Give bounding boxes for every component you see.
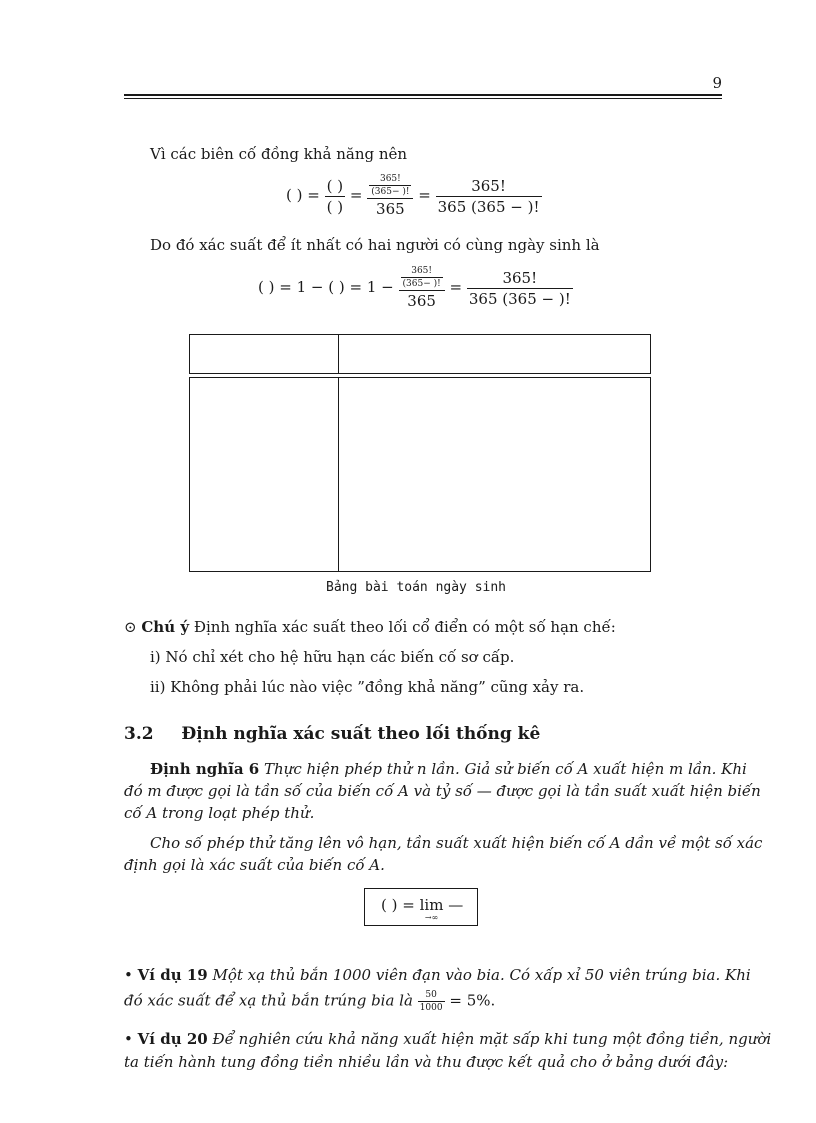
bullet-icon: •	[124, 966, 133, 984]
eq2-frac2-denominator: 365 (365 − )!	[468, 289, 571, 308]
limit-operator: lim	[419, 896, 444, 914]
eq1-equals-2: =	[349, 186, 363, 204]
eq1-equals: =	[307, 186, 320, 204]
note-paragraph	[124, 618, 616, 636]
limit-lhs: ( ) =	[381, 896, 415, 914]
definition-line-1	[150, 760, 747, 778]
eq2-lhs: ( ) = 1 −	[258, 278, 324, 296]
eq1-frac2-inner	[369, 174, 411, 197]
eq1-frac1-numerator: ( )	[326, 176, 344, 195]
table-body-cell-2	[338, 377, 651, 572]
limit-subscript: →∞	[424, 913, 439, 922]
note-item-2: ii) Không phải lúc nào việc ”đồng khả năng” cũng xảy ra.	[150, 678, 585, 696]
eq1-lhs: ( )	[286, 186, 303, 204]
note-text: Định nghĩa xác suất theo lối cổ điển có một số hạn chế:	[193, 618, 616, 636]
header-rule	[124, 94, 722, 96]
section-heading	[124, 724, 540, 744]
page-number: 9	[712, 74, 722, 92]
eq2-frac1-denominator: 365	[407, 292, 436, 310]
example-19-text-2: đó xác suất để xạ thủ bắn trúng bia là	[124, 991, 413, 1010]
eq2-middle: ( ) = 1 −	[328, 278, 394, 296]
equation-complement	[286, 174, 542, 218]
example-19-line-1	[124, 966, 751, 984]
eq2-frac2-numerator: 365!	[467, 269, 573, 289]
eq2-frac1-inner-bottom: (365− )!	[402, 279, 441, 289]
eq2-frac1-inner-top: 365!	[401, 266, 443, 278]
intro-line: Vì các biên cố đồng khả năng nên	[150, 145, 408, 163]
example-20-label: Ví dụ 20	[137, 1030, 208, 1048]
eq1-frac3-denominator: 365 (365 − )!	[437, 197, 540, 216]
eq1-equals-3: =	[418, 186, 431, 204]
definition-para2-line-2: định gọi là xác suất của biến cố A.	[124, 856, 385, 874]
definition-line-3: cố A trong loạt phép thử.	[124, 804, 315, 822]
example-19-frac-den: 1000	[419, 1003, 443, 1013]
limit-formula-box	[364, 888, 478, 926]
table-header-cell-2	[338, 334, 651, 374]
eq1-fraction-2	[367, 174, 413, 218]
limit-fraction-dash: —	[448, 896, 464, 914]
eq2-equals: =	[449, 278, 463, 296]
table-body-cell-1	[189, 377, 339, 572]
section-title: Định nghĩa xác suất theo lối thống kê	[181, 724, 541, 744]
eq2-frac1-inner	[401, 266, 443, 289]
example-19-label: Ví dụ 19	[137, 966, 208, 984]
table-header-cell-1	[189, 334, 339, 374]
definition-line-2: đó m được gọi là tần số của biến cố A và tỷ số — được gọi là tần suất xuất hiện biến	[124, 782, 761, 800]
example-20-line-2: ta tiến hành tung đồng tiền nhiều lần và thu được kết quả cho ở bảng dưới đây:	[124, 1053, 729, 1071]
eq1-frac2-inner-top: 365!	[369, 174, 411, 186]
definition-label: Định nghĩa 6	[150, 760, 260, 778]
eq1-frac1-denominator: ( )	[326, 197, 344, 216]
example-19-fraction	[418, 990, 445, 1013]
eq1-frac2-inner-bottom: (365− )!	[371, 187, 410, 197]
example-19-result: = 5%.	[449, 991, 496, 1010]
note-item-1: i) Nó chỉ xét cho hệ hữu hạn các biến cố sơ cấp.	[150, 648, 515, 666]
eq1-fraction-1	[325, 177, 345, 216]
example-19-text-1: Một xạ thủ bắn 1000 viên đạn vào bia. Có xấp xỉ 50 viên trúng bia. Khi	[212, 966, 751, 984]
example-19-line-2	[124, 990, 495, 1013]
bullet-icon: •	[124, 1030, 133, 1048]
note-label: Chú ý	[141, 618, 190, 636]
example-20-text-1: Để nghiên cứu khả năng xuất hiện mặt sấp khi tung một đồng tiền, người	[212, 1030, 772, 1048]
section-number: 3.2	[124, 724, 154, 744]
eq2-frac1-numerator	[399, 266, 445, 291]
limit-formula	[381, 896, 463, 922]
definition-text-1: Thực hiện phép thử n lần. Giả sử biến cố A xuất hiện m lần. Khi	[264, 760, 747, 778]
example-20-line-1	[124, 1030, 771, 1048]
table-caption: Bảng bài toán ngày sinh	[326, 580, 507, 595]
note-symbol-icon: ⊙	[124, 618, 137, 636]
definition-para2-line-1: Cho số phép thử tăng lên vô hạn, tần suất xuất hiện biến cố A dần về một số xác	[150, 834, 763, 852]
eq2-fraction-2	[467, 269, 573, 308]
eq2-fraction-1	[399, 266, 445, 310]
eq1-frac2-denominator: 365	[376, 200, 405, 218]
eq1-fraction-3	[436, 177, 542, 216]
equation-at-least-two	[258, 266, 573, 310]
eq1-frac3-numerator: 365!	[436, 177, 542, 197]
probability-line: Do đó xác suất để ít nhất có hai người có cùng ngày sinh là	[150, 236, 600, 254]
example-19-frac-num: 50	[418, 990, 445, 1002]
birthday-table	[189, 334, 651, 572]
eq1-frac2-numerator	[367, 174, 413, 199]
header-rule-thin	[124, 98, 722, 99]
